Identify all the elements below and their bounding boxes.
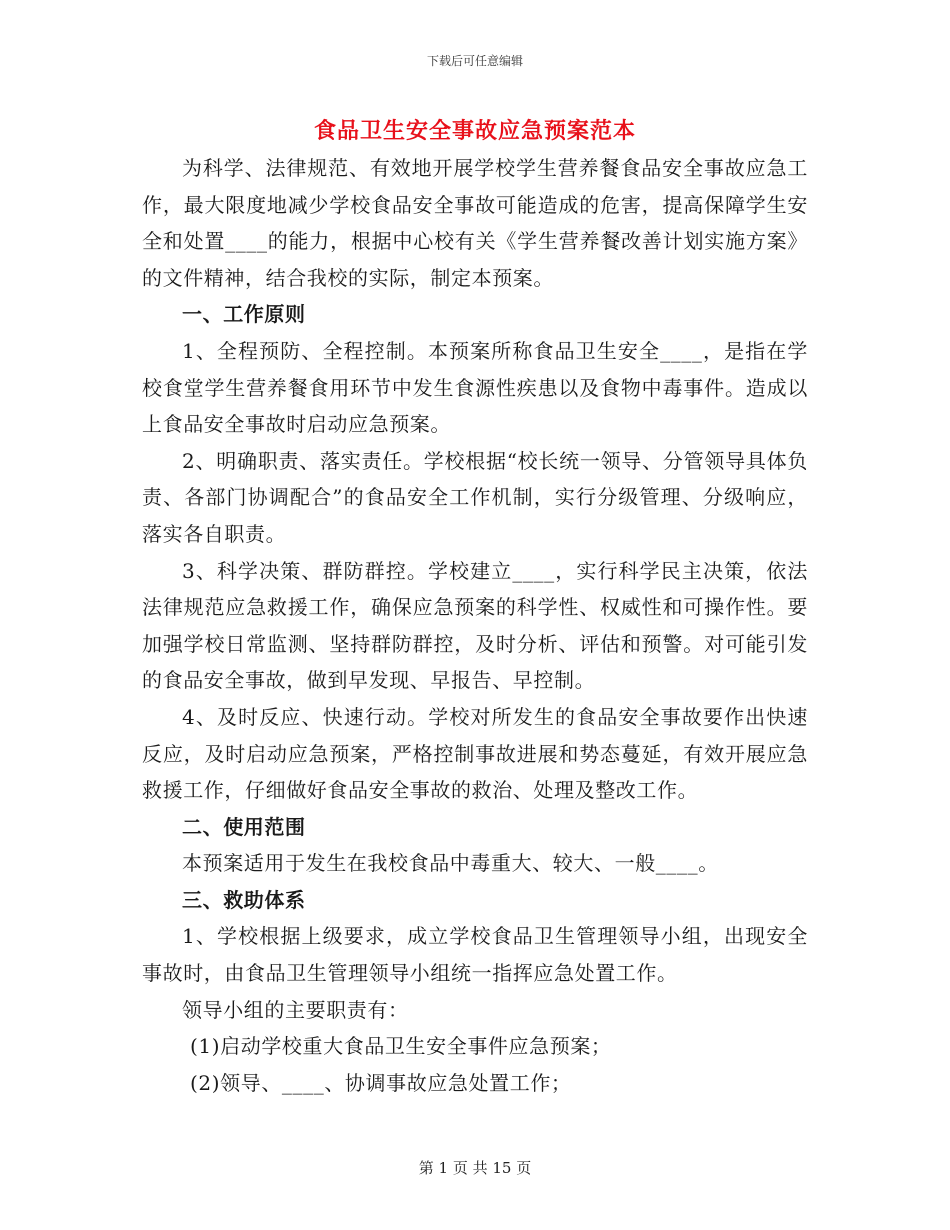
principle-paragraph-4: 4、及时反应、快速行动。学校对所发生的食品安全事故要作出快速反应，及时启动应急预案，严格控制事故进展和势态蔓延，有效开展应急救援工作，仔细做好食品安全事故的救治、处理及整改工作。 [142,704,808,803]
document-title: 食品卫生安全事故应急预案范本 [313,118,636,144]
duties-intro: 领导小组的主要职责有： [182,997,409,1022]
scope-paragraph: 本预案适用于发生在我校食品中毒重大、较大、一般____。 [182,851,719,876]
document-body [142,150,808,1101]
principle-paragraph-1: 1、全程预防、全程控制。本预案所称食品卫生安全____，是指在学校食堂学生营养餐食用环节中发生食源性疾患以及食物中毒事件。造成以上食品安全事故时启动应急预案。 [142,338,808,437]
principle-paragraph-3: 3、科学决策、群防群控。学校建立____，实行科学民主决策，依法法律规范应急救援工作，确保应急预案的科学性、权威性和可操作性。要加强学校日常监测、坚持群防群控，及时分析、评估和预警。对可能引发的食品安全事故，做到早发现、早报告、早控制。 [142,558,808,693]
section-heading-principles: 一、工作原则 [182,302,306,327]
download-note: 下载后可任意编辑 [426,54,523,68]
section-heading-rescue-system: 三、救助体系 [182,887,306,912]
page-number: 第 1 页 共 15 页 [418,1159,532,1177]
duty-item-2: (2)领导、____、协调事故应急处置工作； [190,1070,572,1095]
intro-paragraph: 为科学、法律规范、有效地开展学校学生营养餐食品安全事故应急工作，最大限度地减少学校食品安全事故可能造成的危害，提高保障学生安全和处置____的能力，根据中心校有关《学生营养餐改善计划实施方案》的文件精神，结合我校的实际，制定本预案。 [142,156,808,290]
section-heading-scope: 二、使用范围 [182,814,306,839]
duty-item-1: (1)启动学校重大食品卫生安全事件应急预案； [190,1034,612,1059]
rescue-paragraph-1: 1、学校根据上级要求，成立学校食品卫生管理领导小组，出现安全事故时，由食品卫生管理领导小组统一指挥应急处置工作。 [142,924,808,986]
principle-paragraph-2: 2、明确职责、落实责任。学校根据“校长统一领导、分管领导具体负责、各部门协调配合”的食品安全工作机制，实行分级管理、分级响应，落实各自职责。 [142,448,808,546]
